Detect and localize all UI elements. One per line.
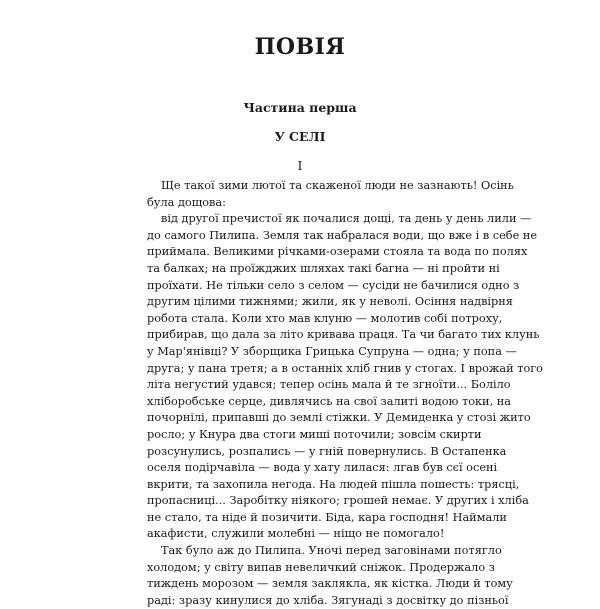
text-line: тиждень морозом — земля заклякла, як кістка. Люди й тому bbox=[147, 577, 513, 591]
text-line: оселя подірчавіла — вода у хату лилася: лгав був сєї осені bbox=[147, 461, 498, 475]
text-line: другим цілими тижнями; жили, як у неволі. Осіння надвірня bbox=[147, 295, 513, 309]
page-title: ПОВІЯ bbox=[254, 34, 346, 60]
text-line: робота стала. Коли хто мав клуню — молотив собі потроху, bbox=[147, 311, 503, 325]
text-line: раді: зразу кинулися до хліба. Зягунаді з досвітку до пізньої bbox=[147, 593, 509, 607]
text-line: пропасниці... Заробітку ніякого; грошей немає. У других і хліба bbox=[147, 494, 529, 508]
text-line: приймала. Великими річками-озерами стояла та вода по полях bbox=[147, 245, 528, 259]
text-line: Ще такої зими лютої та скаженої люди не зазнають! Осінь bbox=[161, 179, 514, 192]
text-line: почорнілі, припавші до землі стіжки. У Демиденка у стозі жито bbox=[147, 411, 531, 425]
text-line: від другої пречистої як почалися дощі, та день у день лили — bbox=[161, 212, 532, 226]
part-heading: Частина перша bbox=[243, 100, 357, 115]
text-line: проїхати. Не тільки село з селом — сусіди не бачилися одно з bbox=[147, 278, 520, 292]
text-line: вкрити, та захопила негода. На людей пішла пошесть: трясці, bbox=[147, 477, 520, 491]
text-line: у Мар'янівці? У зборщика Грицька Супруна — одна; у попа — bbox=[147, 344, 517, 358]
text-line: до самого Пилипа. Земля так набралася води, що вже і в себе не bbox=[147, 228, 538, 242]
text-line: та балках; на проїжджих шляхах такі багна — ні пройти ні bbox=[147, 261, 500, 275]
text-line: літа негустий удався; тепер осінь мала й те згноїти... Боліло bbox=[147, 378, 511, 392]
text-line: не стало, та ніде й позичити. Біда, кара господня! Наймали bbox=[147, 510, 507, 524]
body-text bbox=[147, 178, 543, 609]
text-line: друга; у пана третя; а в останніх хліб гнив у стогах. І врожай того bbox=[147, 361, 543, 375]
text-line: розсунулись, розпались — у гній повернулись. В Остапенка bbox=[147, 444, 507, 458]
text-line: холодом; у світу випав невеличкий сніжок. Продержало з bbox=[147, 560, 495, 574]
chapter-heading: У СЕЛІ bbox=[274, 129, 326, 144]
section-number: I bbox=[297, 158, 303, 173]
text-line: акафисти, служили молебні — ніщо не помогало! bbox=[147, 527, 445, 541]
text-line: хліборобське серце, дивлячись на свої залиті водою токи, на bbox=[147, 394, 512, 408]
text-line: була дощова: bbox=[147, 195, 226, 209]
text-line: росло; у Кнура два стоги миші поточили; зовсім скирти bbox=[147, 427, 482, 441]
text-line: прибирав, що дала за літо кривава праця. Та чи багато тих клунь bbox=[147, 328, 540, 342]
text-line: Так було аж до Пилипа. Уночі перед заговінами потягло bbox=[161, 544, 502, 558]
